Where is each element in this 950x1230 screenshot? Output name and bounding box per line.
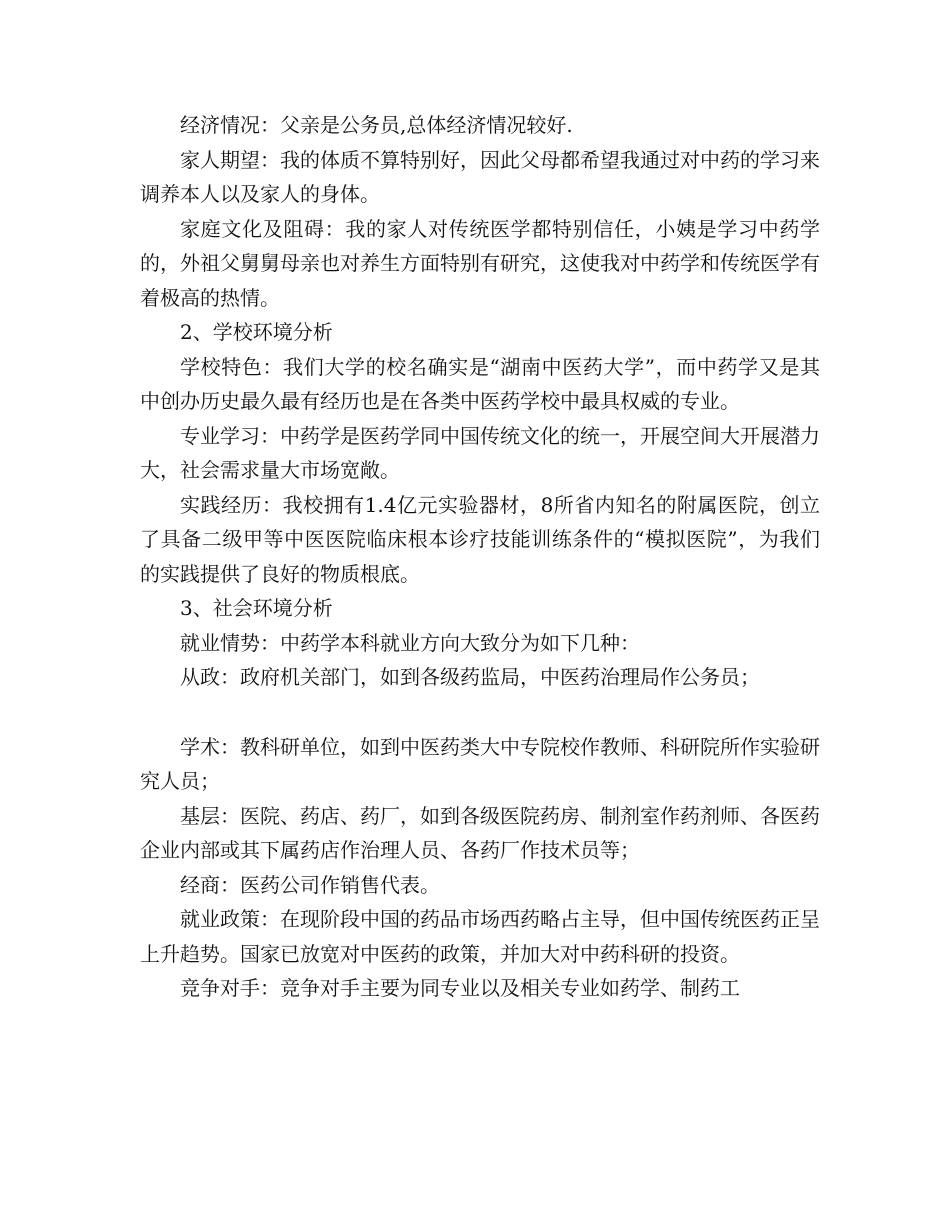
paragraph-grassroots-career: 基层：医院、药店、药厂，如到各级医院药房、制剂室作药剂师、各医药企业内部或其下属药店作治理人员、各药厂作技术员等； bbox=[140, 803, 820, 862]
paragraph-family-culture: 家庭文化及阻碍：我的家人对传统医学都特别信任，小姨是学习中药学的，外祖父舅舅母亲也对养生方面特别有研究，这使我对中药学和传统医学有着极高的热情。 bbox=[140, 216, 820, 310]
paragraph-business-career: 经商：医药公司作销售代表。 bbox=[180, 872, 440, 897]
paragraph-major-study: 专业学习：中药学是医药学同中国传统文化的统一，开展空间大开展潜力大，社会需求量大市场宽敞。 bbox=[140, 423, 820, 482]
paragraph-employment-situation: 就业情势：中药学本科就业方向大致分为如下几种： bbox=[180, 630, 640, 655]
paragraph-competitors: 竞争对手：竞争对手主要为同专业以及相关专业如药学、制药工 bbox=[180, 976, 740, 1000]
paragraph-gap bbox=[140, 695, 820, 730]
paragraph-practice-experience: 实践经历：我校拥有1.4亿元实验器材，8所省内知名的附属医院，创立了具备二级甲等中医医院临床根本诊疗技能训练条件的“模拟医院”，为我们的实践提供了良好的物质根底。 bbox=[140, 492, 820, 586]
paragraph-school-features: 学校特色：我们大学的校名确实是“湖南中医药大学”，而中药学又是其中创办历史最久最有经历也是在各类中医药学校中最具权威的专业。 bbox=[140, 354, 820, 413]
paragraph-employment-policy: 就业政策：在现阶段中国的药品市场西药略占主导，但中国传统医药正呈上升趋势。国家已放宽对中医药的政策，并加大对中药科研的投资。 bbox=[140, 907, 820, 966]
paragraph-politics-career: 从政：政府机关部门，如到各级药监局，中医药治理局作公务员； bbox=[180, 665, 760, 689]
section-heading-social-environment: 3、社会环境分析 bbox=[180, 596, 333, 620]
paragraph-economic-situation: 经济情况：父亲是公务员,总体经济情况较好. bbox=[180, 113, 573, 137]
document-body bbox=[140, 108, 820, 1006]
section-heading-school-environment: 2、学校环境分析 bbox=[180, 320, 333, 344]
paragraph-family-expectation: 家人期望：我的体质不算特别好，因此父母都希望我通过对中药的学习来调养本人以及家人的身体。 bbox=[140, 147, 820, 206]
paragraph-academic-career: 学术：教科研单位，如到中医药类大中专院校作教师、科研院所作实验研究人员； bbox=[140, 734, 820, 793]
